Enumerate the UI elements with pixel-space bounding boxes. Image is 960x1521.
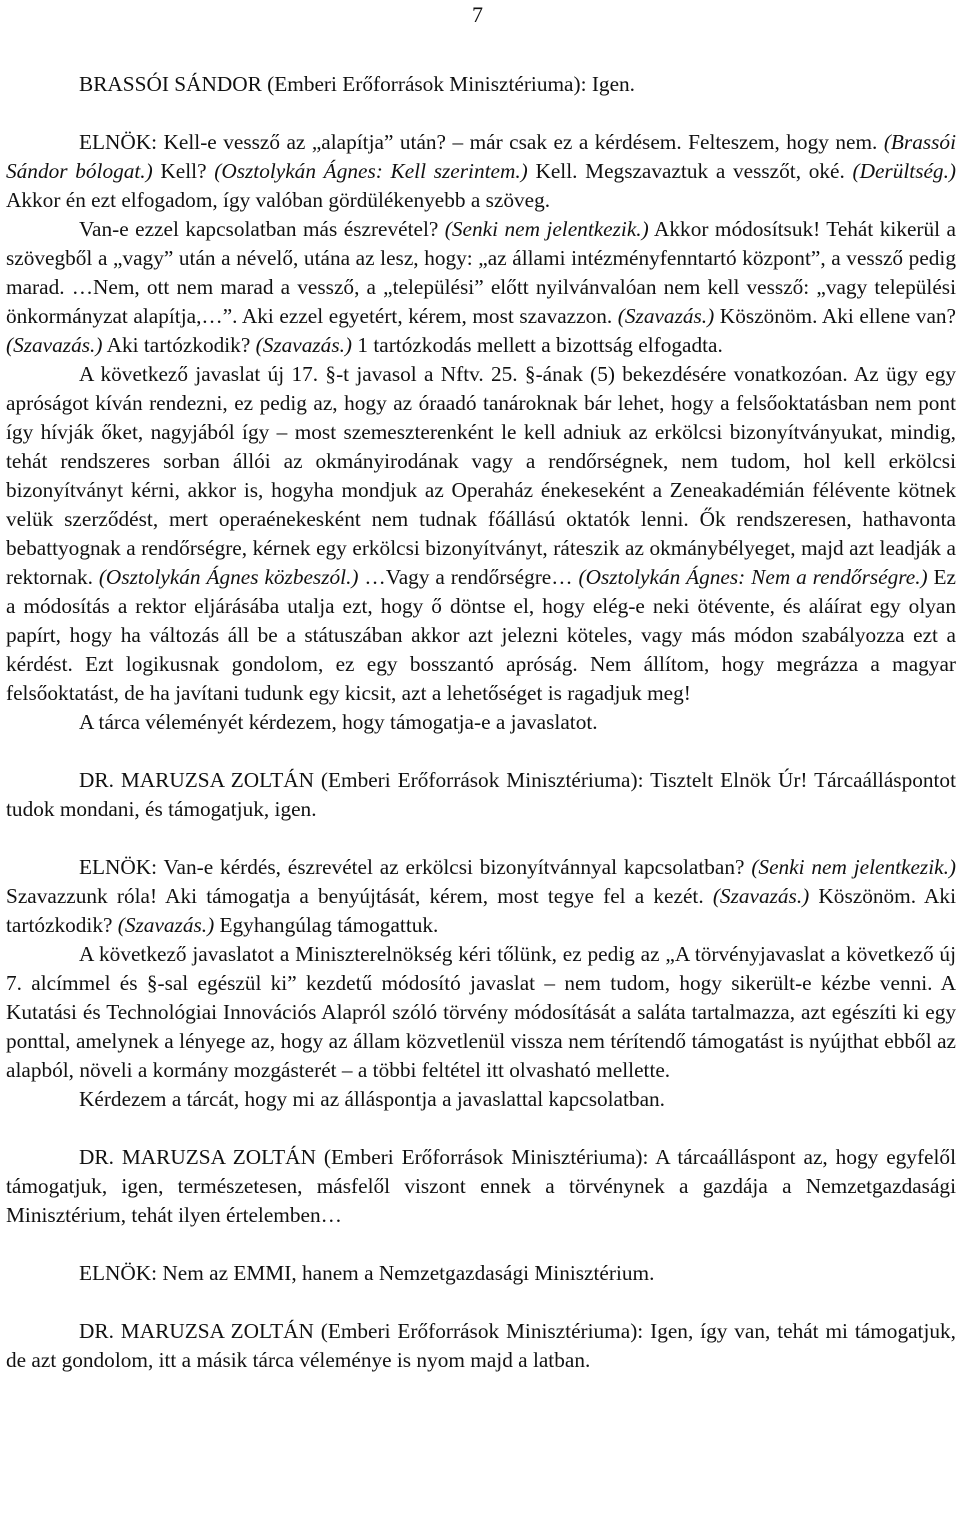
- paragraph-kovetkezo-javaslat-17: [6, 360, 956, 708]
- speech-text: Kell?: [152, 159, 215, 183]
- paragraph-kerdezem-tarcat: [6, 1085, 956, 1114]
- stage-direction: (Brassói Sándor bólogat.): [6, 130, 956, 183]
- speech-text: A következő javaslat új 17. §-t javasol a Nftv. 25. §-ának (5) bekezdésére vonatkozóan. Az ügy egy apróságot kíván rendezni, ez pedig az, hogy az óraadó tanároknak bár lehet, hogy a felsőoktatásban nem pont így hívják őket, nagyjából így – most szemeszterenként le kell adniuk az erkölcsi bizonyítványukat, mindig, tehát rendszeres sorban állói az okmányirodának vagy a rendőrségnek, nem tudom, hol kell erkölcsi bizonyítványt kérni, akkor is, hogyha mondjuk az Operaház énekeseként a Zeneakadémián félévente kötnek velük szerződést, mert operaénekesként nem tudnak főállású oktatók lenni. Ők rendszeresen, hathavonta bebattyognak a rendőrségre, kérnek egy erkölcsi bizonyítványt, ráteszik az okmánybélyeget, majd azt leadják a rektornak.: [6, 362, 956, 589]
- stage-direction: (Szavazás.): [6, 333, 103, 357]
- speech-text: BRASSÓI SÁNDOR (Emberi Erőforrások Minisztériuma): Igen.: [79, 72, 636, 96]
- paragraph-elnok-erkolcsi: [6, 853, 956, 940]
- speech-text: DR. MARUZSA ZOLTÁN (Emberi Erőforrások Minisztériuma): Tisztelt Elnök Úr! Tárcaálláspontot tudok mondani, és támogatjuk, igen.: [6, 768, 956, 821]
- stage-direction: (Szavazás.): [255, 333, 353, 357]
- speech-text: …Vagy a rendőrségre…: [358, 565, 579, 589]
- speech-text: Ez a módosítás a rektor eljárásába utalja ezt, hogy ő döntse el, hogy elég-e neki ötévente, és aláírat egy olyan papírt, hogy ha változás áll be a státuszában akkor azt jelezni köteles, vagy más módon szabályozza ezt a kérdést. Ezt logikusnak gondolom, ez egy bosszantó apróság. Nem állítom, hogy megrázza a magyar felsőoktatást, de ha javítani tudunk egy kicsit, azt a lehetőséget is ragadjuk meg!: [6, 565, 956, 705]
- paragraph-maruzsa-tamogatjuk: [6, 766, 956, 824]
- paragraph-maruzsa-nemzetgazdasagi: [6, 1143, 956, 1230]
- speech-text: Akkor módosítsuk! Tehát kikerül a szövegből a „vagy” után a névelő, utána az lesz, hogy: „az állami intézményfenntartó központ”, a vessző pedig marad. …Nem, ott nem marad a vessző, a „települési” előtt nyilvánvalóan nem kell vessző: „vagy települési önkormányzat alapítja,…”. Aki ezzel egyetért, kérem, most szavazzon.: [6, 217, 956, 328]
- speech-text: Kérdezem a tárcát, hogy mi az álláspontja a javaslattal kapcsolatban.: [79, 1087, 665, 1111]
- stage-direction: (Szavazás.): [617, 304, 715, 328]
- speech-text: Van-e ezzel kapcsolatban más észrevétel?: [79, 217, 445, 241]
- speech-text: ELNÖK: Van-e kérdés, észrevétel az erkölcsi bizonyítvánnyal kapcsolatban?: [79, 855, 752, 879]
- stage-direction: (Senki nem jelentkezik.): [444, 217, 649, 241]
- speech-text: Kell. Megszavaztuk a vesszőt, oké.: [527, 159, 853, 183]
- paragraph-elnok-vesszo: [6, 128, 956, 215]
- speech-text: ELNÖK: Nem az EMMI, hanem a Nemzetgazdasági Minisztérium.: [79, 1261, 655, 1285]
- speech-text: Egyhangúlag támogattuk.: [214, 913, 439, 937]
- paragraph-tarca-velemeny: [6, 708, 956, 737]
- stage-direction: (Osztolykán Ágnes: Kell szerintem.): [214, 159, 528, 183]
- speech-text: Akkor én ezt elfogadom, így valóban gördülékenyebb a szöveg.: [6, 188, 551, 212]
- speech-text: 1 tartózkodás mellett a bizottság elfogadta.: [352, 333, 723, 357]
- speech-text: A következő javaslatot a Miniszterelnökség kéri tőlünk, ez pedig az „A törvényjavaslat a következő új 7. alcímmel és §-sal egészül ki” kezdetű módosító javaslat – nem tudom, hogy sikerült-e kézbe venni. A Kutatási és Technológiai Innovációs Alapról szóló törvény módosítását a saláta tartalmazza, azt egészíti ki egy ponttal, amelynek a lényege az, hogy az állam közvetlenül vissza nem térítendő támogatást is nyújthat ebből az alapból, növeli a kormány mozgásterét – a többi feltétel itt olvasható mellette.: [6, 942, 956, 1082]
- paragraph-brassoi-igen: [6, 70, 956, 99]
- speech-text: DR. MARUZSA ZOLTÁN (Emberi Erőforrások Minisztériuma): A tárcaálláspont az, hogy egyfelől támogatjuk, igen, természetesen, másfelől viszont ennek a törvénynek a gazdája a Nemzetgazdasági Minisztérium, tehát ilyen értelemben…: [6, 1145, 956, 1227]
- stage-direction: (Osztolykán Ágnes közbeszól.): [98, 565, 359, 589]
- speech-text: ELNÖK: Kell-e vessző az „alapítja” után? – már csak ez a kérdésem. Felteszem, hogy nem.: [79, 130, 884, 154]
- document-body: [6, 70, 956, 1375]
- paragraph-modositsuk: [6, 215, 956, 360]
- speech-text: A tárca véleményét kérdezem, hogy támogatja-e a javaslatot.: [79, 710, 598, 734]
- speech-text: Aki tartózkodik?: [102, 333, 256, 357]
- stage-direction: (Derültség.): [852, 159, 956, 183]
- stage-direction: (Senki nem jelentkezik.): [751, 855, 956, 879]
- page-number: 7: [472, 2, 483, 27]
- stage-direction: (Szavazás.): [712, 884, 810, 908]
- speech-text: DR. MARUZSA ZOLTÁN (Emberi Erőforrások Minisztériuma): Igen, így van, tehát mi támogatjuk, de azt gondolom, itt a másik tárca véleménye is nyom majd a latban.: [6, 1319, 956, 1372]
- stage-direction: (Osztolykán Ágnes: Nem a rendőrségre.): [578, 565, 928, 589]
- speech-text: Köszönöm. Aki ellene van?: [714, 304, 956, 328]
- paragraph-miniszterelnokseg-javaslat: [6, 940, 956, 1085]
- stage-direction: (Szavazás.): [117, 913, 215, 937]
- paragraph-maruzsa-latban: [6, 1317, 956, 1375]
- paragraph-elnok-nem-emmi: [6, 1259, 956, 1288]
- speech-text: Köszönöm. Aki tartózkodik?: [6, 884, 956, 937]
- speech-text: Szavazzunk róla! Aki támogatja a benyújtását, kérem, most tegye fel a kezét.: [6, 884, 713, 908]
